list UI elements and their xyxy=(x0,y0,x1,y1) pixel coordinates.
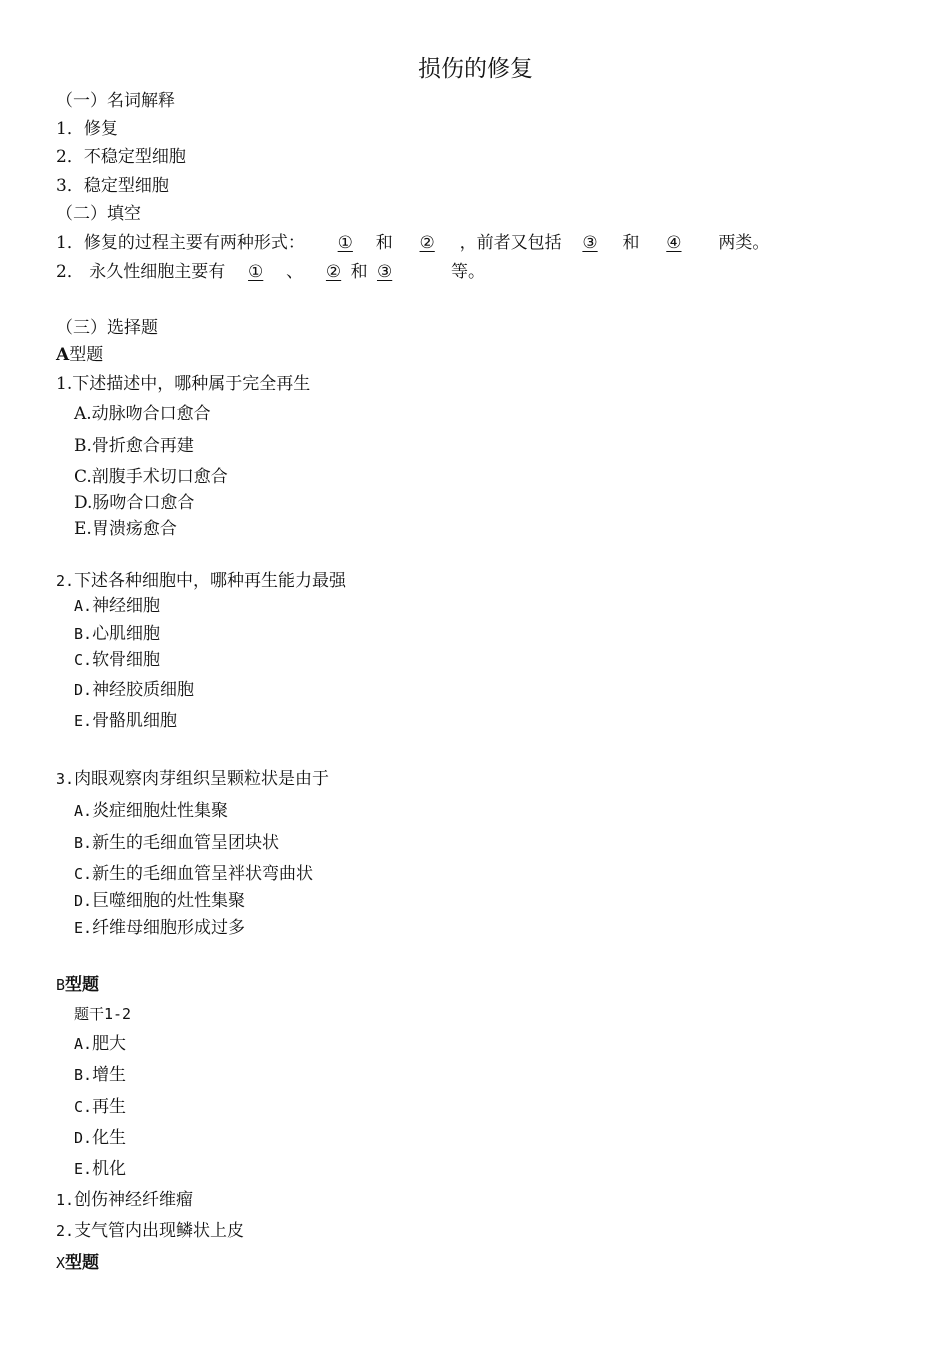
option-letter: C. xyxy=(74,865,93,883)
type-x-label xyxy=(56,1255,99,1272)
option-letter: B. xyxy=(74,1066,93,1084)
fill-q2-and: 和 xyxy=(350,262,368,282)
option xyxy=(74,598,160,615)
type-b-stem: 题干1-2 xyxy=(74,1005,132,1023)
question-number: 2. xyxy=(56,572,75,590)
option-text: 增生 xyxy=(92,1065,127,1085)
fill-blank: ④ xyxy=(666,233,682,253)
question-text: 下述各种细胞中，哪种再生能力最强 xyxy=(74,571,347,591)
fill-q2-prefix: 2． 永久性细胞主要有 xyxy=(56,262,226,282)
option-letter: B. xyxy=(74,625,93,643)
type-b-label xyxy=(56,977,99,994)
type-b-question xyxy=(56,1192,193,1209)
option-letter: C. xyxy=(74,651,93,669)
option-letter: A. xyxy=(74,1035,93,1053)
option xyxy=(74,626,160,643)
option-text: 骨骼肌细胞 xyxy=(92,711,178,731)
option xyxy=(74,920,245,937)
fill-q1-and: 和 xyxy=(375,233,393,253)
option-text: 新生的毛细血管呈袢状弯曲状 xyxy=(92,864,314,884)
type-a-letter: A xyxy=(56,345,70,365)
option-letter: E. xyxy=(74,1160,93,1178)
option-text: 肥大 xyxy=(92,1034,127,1054)
fill-question-1 xyxy=(56,235,769,252)
option: E.胃溃疡愈合 xyxy=(74,519,177,539)
fill-blank: ③ xyxy=(582,233,598,253)
question-text: 创伤神经纤维瘤 xyxy=(74,1190,194,1210)
section2-heading: （二）填空 xyxy=(56,204,141,224)
option-letter: B. xyxy=(74,834,93,852)
question-number: 2. xyxy=(56,1222,75,1240)
question-number: 3. xyxy=(56,770,75,788)
option-text: 软骨细胞 xyxy=(92,650,161,670)
type-b-question xyxy=(56,1223,244,1240)
fill-blank: ② xyxy=(419,233,435,253)
option-text: 新生的毛细血管呈团块状 xyxy=(92,833,280,853)
type-x-letter: X xyxy=(56,1254,66,1272)
option-letter: C. xyxy=(74,1098,93,1116)
option-text: 纤维母细胞形成过多 xyxy=(92,918,246,938)
option xyxy=(74,713,177,730)
option xyxy=(74,652,160,669)
option: B.骨折愈合再建 xyxy=(74,436,194,456)
fill-blank: ① xyxy=(248,262,264,282)
type-b-letter: B xyxy=(56,976,66,994)
term-item: 1．修复 xyxy=(56,119,118,139)
fill-blank: ② xyxy=(325,262,342,282)
type-x-label-rest: 型题 xyxy=(65,1253,100,1273)
option: D.肠吻合口愈合 xyxy=(74,493,195,513)
option-letter: D. xyxy=(74,1129,93,1147)
term-item: 3．稳定型细胞 xyxy=(56,176,169,196)
page-title: 损伤的修复 xyxy=(418,56,533,82)
option-letter: E. xyxy=(74,919,93,937)
fill-q1-and: 和 xyxy=(622,233,640,253)
fill-question-2 xyxy=(56,264,485,281)
question-stem: 1.下述描述中，哪种属于完全再生 xyxy=(56,374,311,394)
fill-q2-suffix: 等。 xyxy=(451,262,486,282)
option xyxy=(74,893,245,910)
option-letter: A. xyxy=(74,802,93,820)
option-letter: A. xyxy=(74,597,93,615)
option-text: 巨噬细胞的灶性集聚 xyxy=(92,891,246,911)
option: A.动脉吻合口愈合 xyxy=(74,404,211,424)
option-letter: D. xyxy=(74,681,93,699)
fill-q1-prefix: 1．修复的过程主要有两种形式： xyxy=(56,233,305,253)
option-letter: D. xyxy=(74,892,93,910)
option-text: 心肌细胞 xyxy=(92,624,161,644)
option xyxy=(74,803,228,820)
type-a-label xyxy=(56,347,103,364)
option-text: 炎症细胞灶性集聚 xyxy=(92,801,229,821)
option xyxy=(74,1067,126,1084)
section1-heading: （一）名词解释 xyxy=(56,91,175,111)
section3-heading: （三）选择题 xyxy=(56,318,158,338)
question-stem xyxy=(56,771,329,788)
option: C.剖腹手术切口愈合 xyxy=(74,467,228,487)
fill-blank: ① xyxy=(337,233,353,253)
option xyxy=(74,682,194,699)
option xyxy=(74,866,313,883)
option-text: 化生 xyxy=(92,1128,127,1148)
fill-q1-mid: ，前者又包括 xyxy=(459,233,562,253)
option-text: 神经胶质细胞 xyxy=(92,680,195,700)
type-a-label-rest: 型题 xyxy=(69,345,104,365)
option xyxy=(74,1036,126,1053)
fill-q1-suffix: 两类。 xyxy=(718,233,770,253)
fill-q2-sep: 、 xyxy=(286,262,304,282)
question-stem xyxy=(56,573,346,590)
term-item: 2．不稳定型细胞 xyxy=(56,147,186,167)
option-text: 机化 xyxy=(92,1159,127,1179)
question-number: 1. xyxy=(56,1191,75,1209)
fill-blank: ③ xyxy=(376,262,393,282)
option-text: 神经细胞 xyxy=(92,596,161,616)
option-letter: E. xyxy=(74,712,93,730)
option xyxy=(74,835,279,852)
type-b-label-rest: 型题 xyxy=(65,975,100,995)
question-text: 支气管内出现鳞状上皮 xyxy=(74,1221,245,1241)
question-text: 肉眼观察肉芽组织呈颗粒状是由于 xyxy=(74,769,330,789)
option xyxy=(74,1130,126,1147)
option xyxy=(74,1161,126,1178)
option-text: 再生 xyxy=(92,1097,127,1117)
option xyxy=(74,1099,126,1116)
